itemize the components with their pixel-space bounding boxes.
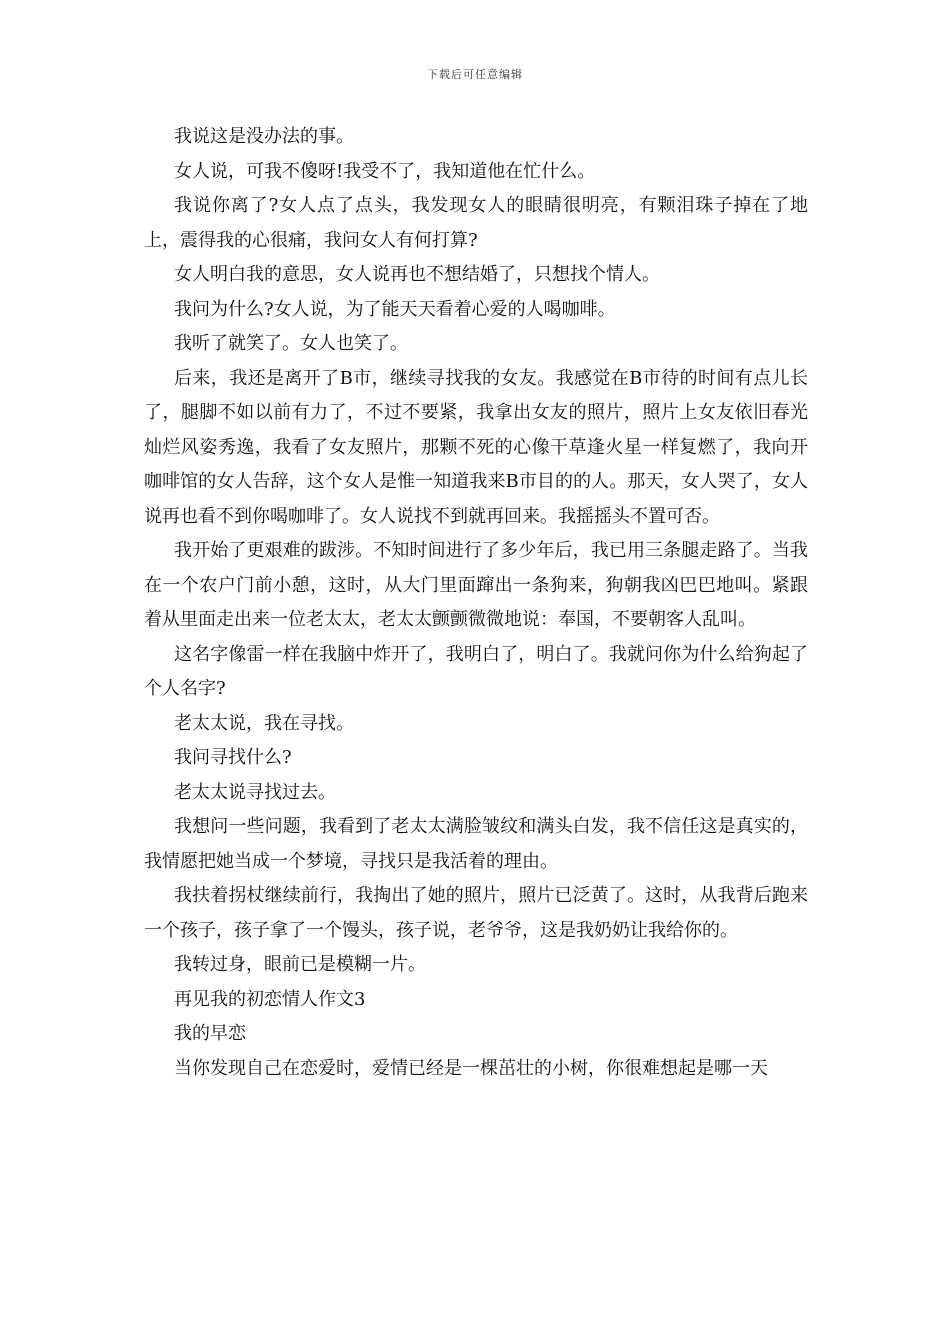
paragraph: 我开始了更艰难的跋涉。不知时间进行了多少年后，我已用三条腿走路了。当我在一个农户门前小憩，这时，从大门里面蹿出一条狗来，狗朝我凶巴巴地叫。紧跟着从里面走出来一位老太太，老太太颤颤微微地说：奉国，不要朝客人乱叫。 xyxy=(144,540,808,630)
paragraph: 我扶着拐杖继续前行，我掏出了她的照片，照片已泛黄了。这时，从我背后跑来一个孩子，孩子拿了一个馒头，孩子说，老爷爷，这是我奶奶让我给你的。 xyxy=(144,885,808,941)
section-title: 再见我的初恋情人作文3 xyxy=(174,988,366,1010)
paragraph: 女人明白我的意思，女人说再也不想结婚了，只想找个情人。 xyxy=(174,264,660,285)
paragraph: 我转过身，眼前已是模糊一片。 xyxy=(174,954,426,975)
paragraph: 当你发现自己在恋爱时，爱情已经是一棵茁壮的小树，你很难想起是哪一天 xyxy=(174,1057,768,1079)
document-body xyxy=(144,120,808,1086)
page-header: 下载后可任意编辑 xyxy=(427,68,523,81)
paragraph: 我说这是没办法的事。 xyxy=(174,126,354,147)
paragraph: 这名字像雷一样在我脑中炸开了，我明白了，明白了。我就问你为什么给狗起了个人名字? xyxy=(144,643,808,699)
paragraph: 后来，我还是离开了B市，继续寻找我的女友。我感觉在B市待的时间有点儿长了，腿脚不如以前有力了，不过不要紧，我拿出女友的照片，照片上女友依旧春光灿烂风姿秀逸，我看了女友照片，那颗不死的心像干草逢火星一样复燃了，我向开咖啡馆的女人告辞，这个女人是惟一知道我来B市目的的人。那天，女人哭了，女人说再也看不到你喝咖啡了。女人说找不到就再回来。我摇摇头不置可否。 xyxy=(144,367,808,527)
paragraph: 我说你离了?女人点了点头，我发现女人的眼睛很明亮，有颗泪珠子掉在了地上，震得我的心很痛，我问女人有何打算? xyxy=(144,195,808,251)
paragraph: 老太太说寻找过去。 xyxy=(174,781,336,803)
paragraph: 我听了就笑了。女人也笑了。 xyxy=(174,333,408,354)
paragraph: 女人说，可我不傻呀!我受不了，我知道他在忙什么。 xyxy=(174,160,596,182)
paragraph: 我问寻找什么? xyxy=(174,747,292,768)
subsection-title: 我的早恋 xyxy=(174,1023,246,1044)
paragraph: 我想问一些问题，我看到了老太太满脸皱纹和满头白发，我不信任这是真实的，我情愿把她当成一个梦境，寻找只是我活着的理由。 xyxy=(144,816,808,872)
paragraph: 我问为什么?女人说，为了能天天看着心爱的人喝咖啡。 xyxy=(174,298,616,320)
paragraph: 老太太说，我在寻找。 xyxy=(174,712,354,734)
